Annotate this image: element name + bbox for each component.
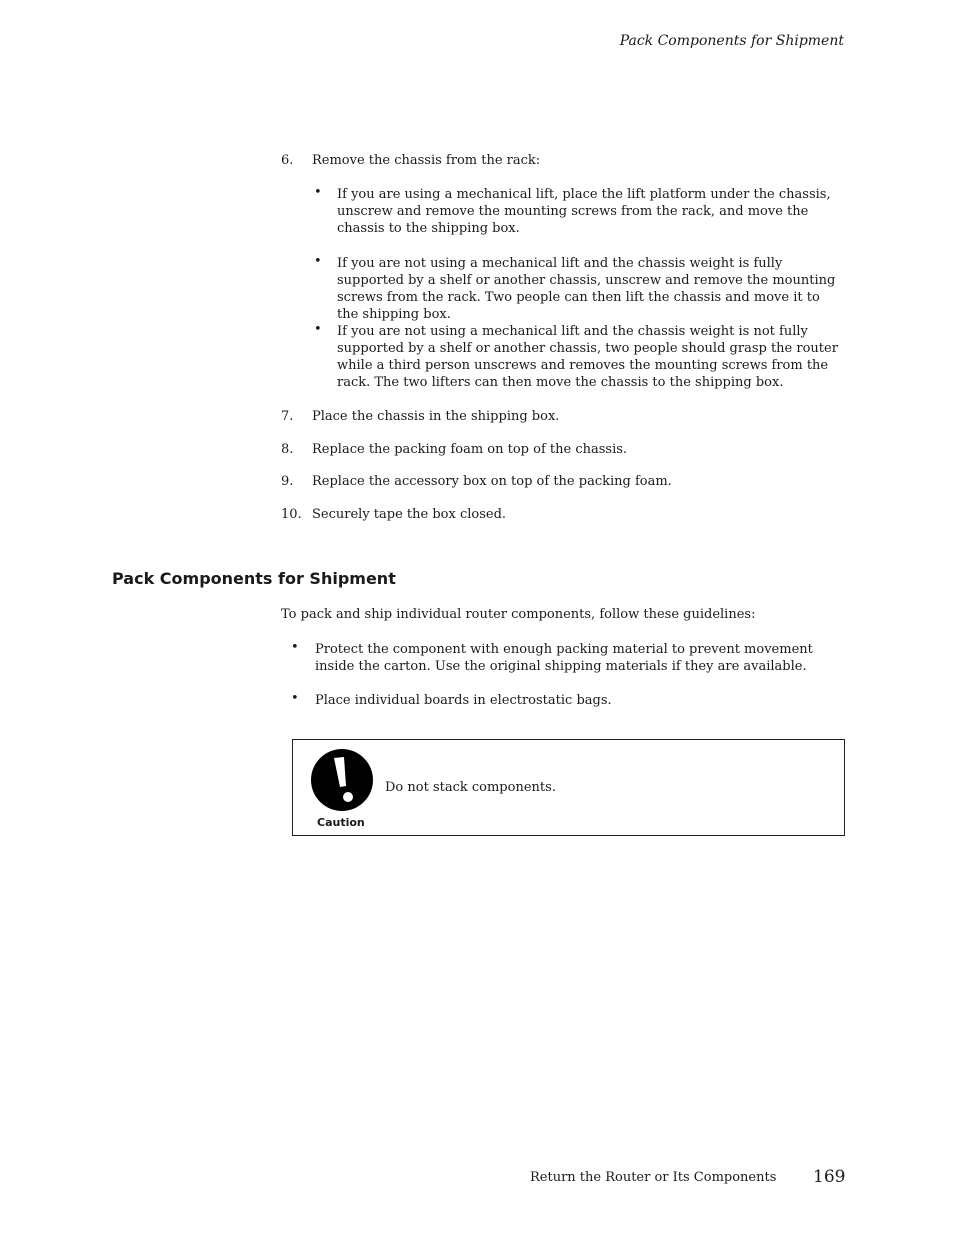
bullet: • — [314, 322, 322, 337]
step-text: Place the chassis in the shipping box. — [312, 409, 560, 424]
bullet: • — [314, 254, 322, 269]
bullet: • — [291, 640, 299, 655]
sub-bullet-text: If you are not using a mechanical lift and the chassis weight is not fully supported by a shelf or another chassis, two people should grasp the router while a third person unscrews and removes the mounting screws from the rack. The two lifters can then move the chassis to the shipping box. — [337, 324, 838, 390]
bullet: • — [314, 185, 322, 200]
guideline-text: Place individual boards in electrostatic bags. — [315, 693, 612, 708]
caution-label: Caution — [317, 816, 365, 829]
step-number: 9. — [281, 474, 294, 489]
step-number: 10. — [281, 507, 302, 522]
step-text: Replace the packing foam on top of the chassis. — [312, 442, 628, 457]
step-number: 6. — [281, 153, 294, 168]
bullet: • — [291, 691, 299, 706]
sub-bullet-text: If you are not using a mechanical lift and the chassis weight is fully supported by a shelf or another chassis, unscrew and remove the mounting screws from the rack. Two people can then lift the chassis and move it to the shipping box. — [337, 256, 836, 322]
sub-bullet-text: If you are using a mechanical lift, place the lift platform under the chassis, unscrew and remove the mounting screws from the rack, and move the chassis to the shipping box. — [337, 187, 831, 236]
caution-text: Do not stack components. — [385, 780, 556, 795]
footer-chapter-title: Return the Router or Its Components — [530, 1170, 777, 1185]
exclamation-icon — [311, 749, 373, 811]
section-heading: Pack Components for Shipment — [112, 569, 396, 588]
running-head: Pack Components for Shipment — [619, 33, 844, 49]
page-number: 169 — [813, 1167, 846, 1187]
caution-box — [292, 739, 845, 836]
step-text: Remove the chassis from the rack: — [312, 153, 541, 168]
step-text: Replace the accessory box on top of the packing foam. — [312, 474, 672, 489]
step-text: Securely tape the box closed. — [312, 507, 507, 522]
step-number: 7. — [281, 409, 294, 424]
section-intro: To pack and ship individual router components, follow these guidelines: — [281, 607, 756, 622]
step-number: 8. — [281, 442, 294, 457]
guideline-text: Protect the component with enough packing material to prevent movement inside the carton. Use the original shipping materials if they are available. — [315, 642, 813, 674]
